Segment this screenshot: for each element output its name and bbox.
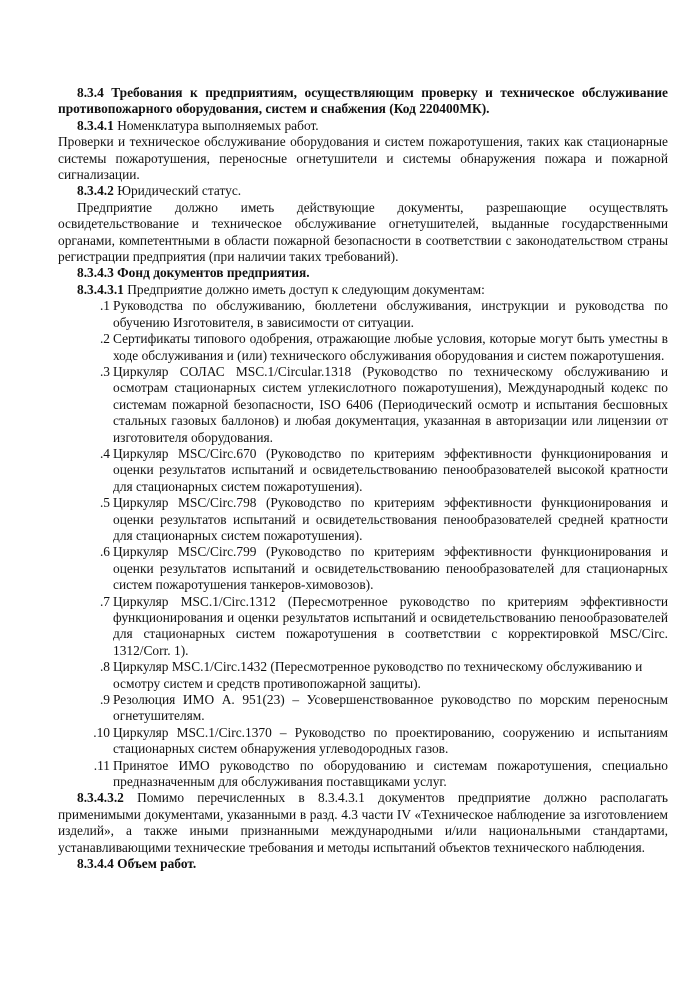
list-item	[58, 692, 668, 725]
subsection-3-heading: 8.3.4.3 Фонд документов предприятия.	[77, 265, 310, 281]
list-item	[58, 725, 668, 758]
list-item-text: Циркуляр MSC/Circ.799 (Руководство по критериям эффективности функционирования и оценки результатов испытаний и освидетельствованию пенообразователей для стационарных систем пожаротушения танкеров-химовозов).	[113, 544, 668, 593]
list-item-text: Циркуляр MSC/Circ.670 (Руководство по критериям эффективности функционирования и оценки результатов испытаний и освидетельствованию пенообразователей высокой кратности для стационарных систем пожаротушения).	[113, 445, 668, 494]
subsection-2-heading	[58, 183, 668, 199]
clause-3-2-number: 8.3.4.3.2	[77, 790, 124, 806]
section-heading-text: Требования к предприятиям, осуществляющим проверку и техническое обслуживание противопожарного оборудования, систем и снабжения (Код 220400МК).	[58, 85, 668, 117]
list-item-number: .10	[93, 724, 110, 740]
subsection-1-body: Проверки и техническое обслуживание оборудования и систем пожаротушения, таких как стационарные системы пожаротушения, переносные огнетушители и системы обнаружения пожара и пожарной сигнализации.	[58, 134, 668, 183]
clause-3-1	[58, 282, 668, 298]
list-item-number: .8	[99, 659, 110, 675]
list-item-number: .2	[99, 331, 110, 347]
subsection-2-number: 8.3.4.2	[77, 183, 114, 199]
list-item	[58, 659, 668, 692]
list-item-number: .5	[99, 495, 110, 511]
list-item-number: .1	[99, 298, 110, 314]
clause-3-2	[58, 790, 668, 856]
list-item-number: .4	[99, 445, 110, 461]
document-page	[58, 85, 668, 873]
list-item-number: .9	[99, 692, 110, 708]
subsection-2-body: Предприятие должно иметь действующие документы, разрешающие осуществлять освидетельствование и техническое обслуживание огнетушителей, выданные государственными органами, компетентными в области пожарной безопасности в соответствии с законодательством страны регистрации предприятия (при наличии таких требований).	[58, 199, 668, 265]
list-item-number: .11	[93, 757, 110, 773]
list-item	[58, 364, 668, 446]
list-item-number: .3	[99, 363, 110, 379]
list-item	[58, 446, 668, 495]
list-item	[58, 331, 668, 364]
list-item-text: Сертификаты типового одобрения, отражающие любые условия, которые могут быть уместны в ходе обслуживания и (или) технического обслуживания оборудования и систем пожаротушения.	[113, 331, 668, 363]
section-heading-number: 8.3.4	[77, 85, 104, 100]
subsection-4-heading: 8.3.4.4 Объем работ.	[77, 856, 197, 872]
list-item-text: Принятое ИМО руководство по оборудованию и системам пожаротушения, специально предназначенным для обслуживания поставщиками услуг.	[113, 757, 668, 790]
clause-3-1-text: Предприятие должно иметь доступ к следующим документам:	[127, 281, 485, 297]
list-item	[58, 495, 668, 544]
list-item-text: Циркуляр MSC/Circ.798 (Руководство по критериям эффективности функционирования и оценки результатов испытаний и освидетельствования пенообразователей средней кратности для стационарных систем пожаротушения).	[113, 495, 668, 543]
list-item	[58, 594, 668, 660]
list-item	[58, 758, 668, 791]
list-item-number: .7	[99, 593, 110, 609]
list-item-text: Руководства по обслуживанию, бюллетени обслуживания, инструкции и руководства по обучению Изготовителя, в зависимости от ситуации.	[113, 298, 668, 330]
subsection-1-heading	[58, 118, 668, 134]
list-item	[58, 298, 668, 331]
list-item-text: Резолюция ИМО A. 951(23) – Усовершенствованное руководство по морским переносным огнетушителям.	[113, 692, 668, 724]
list-item	[58, 544, 668, 593]
subsection-1-number: 8.3.4.1	[77, 117, 114, 133]
section-heading	[58, 85, 668, 118]
list-item-number: .6	[99, 544, 110, 560]
clause-3-1-number: 8.3.4.3.1	[77, 281, 124, 297]
list-item-text: Циркуляр MSC.1/Circ.1312 (Пересмотренное руководство по критериям эффективности функционирования и оценки результатов испытаний и освидетельствованию пенообразователей для стационарных систем пожаротушения в соответствии с корректировкой MSC/Circ. 1312/Corr. 1).	[113, 593, 668, 658]
list-item-text: Циркуляр MSC.1/Circ.1370 – Руководство по проектированию, сооружению и испытаниям стационарных систем обнаружения углеводородных газов.	[113, 724, 668, 757]
subsection-1-title: Номенклатура выполняемых работ.	[117, 117, 319, 133]
list-item-text: Циркуляр MSC.1/Circ.1432 (Пересмотренное руководство по техническому обслуживанию и осмотру систем и средств противопожарной защиты).	[113, 659, 643, 691]
subsection-2-title: Юридический статус.	[117, 183, 242, 199]
clause-3-2-text: Помимо перечисленных в 8.3.4.3.1 документов предприятие должно располагать применимыми документами, указанными в разд. 4.3 части IV «Техническое наблюдение за изготовлением изделий», а также иными признанными международными и/или национальными стандартами, устанавливающими технические требования и методы испытаний объектов технического наблюдения.	[58, 790, 668, 855]
list-item-text: Циркуляр СОЛАС MSC.1/Circular.1318 (Руководство по техническому обслуживанию и осмотрам стационарных систем углекислотного пожаротушения), Международный кодекс по системам пожарной безопасности, ISO 6406 (Периодический осмотр и испытания бесшовных стальных газовых баллонов) и любая документация, указанная в авторизации или лицензии от изготовителя оборудования.	[113, 363, 668, 445]
